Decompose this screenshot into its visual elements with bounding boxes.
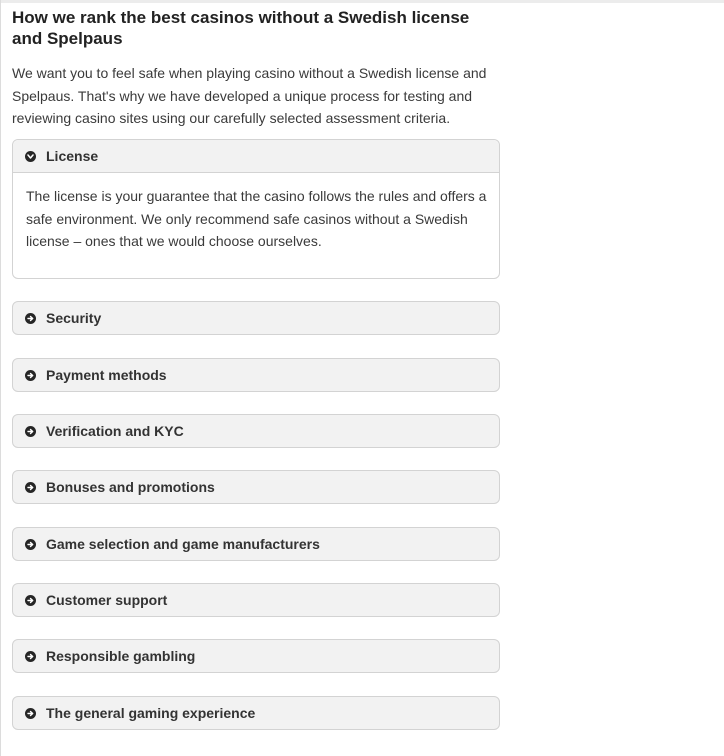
accordion-item-license xyxy=(12,139,500,279)
section-intro: We want you to feel safe when playing casino without a Swedish license and Spelpaus. That's why we have developed a unique process for testing and reviewing casino sites using our carefully selected assessment criteria. xyxy=(12,65,487,126)
chevron-right-circle-icon xyxy=(25,313,36,324)
accordion-item-verification xyxy=(12,414,500,448)
section-title: How we rank the best casinos without a Swedish license and Spelpaus xyxy=(12,8,470,48)
accordion-label: Bonuses and promotions xyxy=(46,479,215,495)
accordion-item-payment-methods xyxy=(12,358,500,392)
accordion-label: Security xyxy=(46,310,102,326)
accordion-label: Customer support xyxy=(46,592,168,608)
left-border xyxy=(0,0,1,756)
accordion-header-license[interactable] xyxy=(13,140,499,173)
chevron-right-circle-icon xyxy=(25,370,36,381)
chevron-right-circle-icon xyxy=(25,651,36,662)
chevron-right-circle-icon xyxy=(25,426,36,437)
accordion-header-responsible-gambling[interactable] xyxy=(13,640,499,672)
chevron-right-circle-icon xyxy=(25,539,36,550)
accordion-item-customer-support xyxy=(12,583,500,617)
accordion-label: Game selection and game manufacturers xyxy=(46,536,320,552)
accordion-label: The general gaming experience xyxy=(46,705,256,721)
accordion-item-security xyxy=(12,301,500,335)
accordion-header-payment-methods[interactable] xyxy=(13,359,499,391)
accordion-item-game-selection xyxy=(12,527,500,561)
ranking-section xyxy=(12,0,500,130)
accordion-header-verification[interactable] xyxy=(13,415,499,447)
chevron-right-circle-icon xyxy=(25,595,36,606)
accordion-header-security[interactable] xyxy=(13,302,499,334)
chevron-right-circle-icon xyxy=(25,482,36,493)
accordion-header-bonuses[interactable] xyxy=(13,471,499,503)
accordion-item-responsible-gambling xyxy=(12,639,500,673)
accordion-header-customer-support[interactable] xyxy=(13,584,499,616)
accordion-body-license: The license is your guarantee that the casino follows the rules and offers a safe environment. We only recommend safe casinos without a Swedish license – ones that we would choose ourselves. xyxy=(26,188,487,249)
accordion-item-gaming-experience xyxy=(12,696,500,730)
accordion-label: Responsible gambling xyxy=(46,648,196,664)
accordion-label: License xyxy=(46,148,99,164)
accordion-item-bonuses xyxy=(12,470,500,504)
accordion-header-gaming-experience[interactable] xyxy=(13,697,499,729)
chevron-down-circle-icon xyxy=(25,151,36,162)
accordion-label: Payment methods xyxy=(46,367,167,383)
chevron-right-circle-icon xyxy=(25,708,36,719)
accordion-label: Verification and KYC xyxy=(46,423,184,439)
accordion-header-game-selection[interactable] xyxy=(13,528,499,560)
